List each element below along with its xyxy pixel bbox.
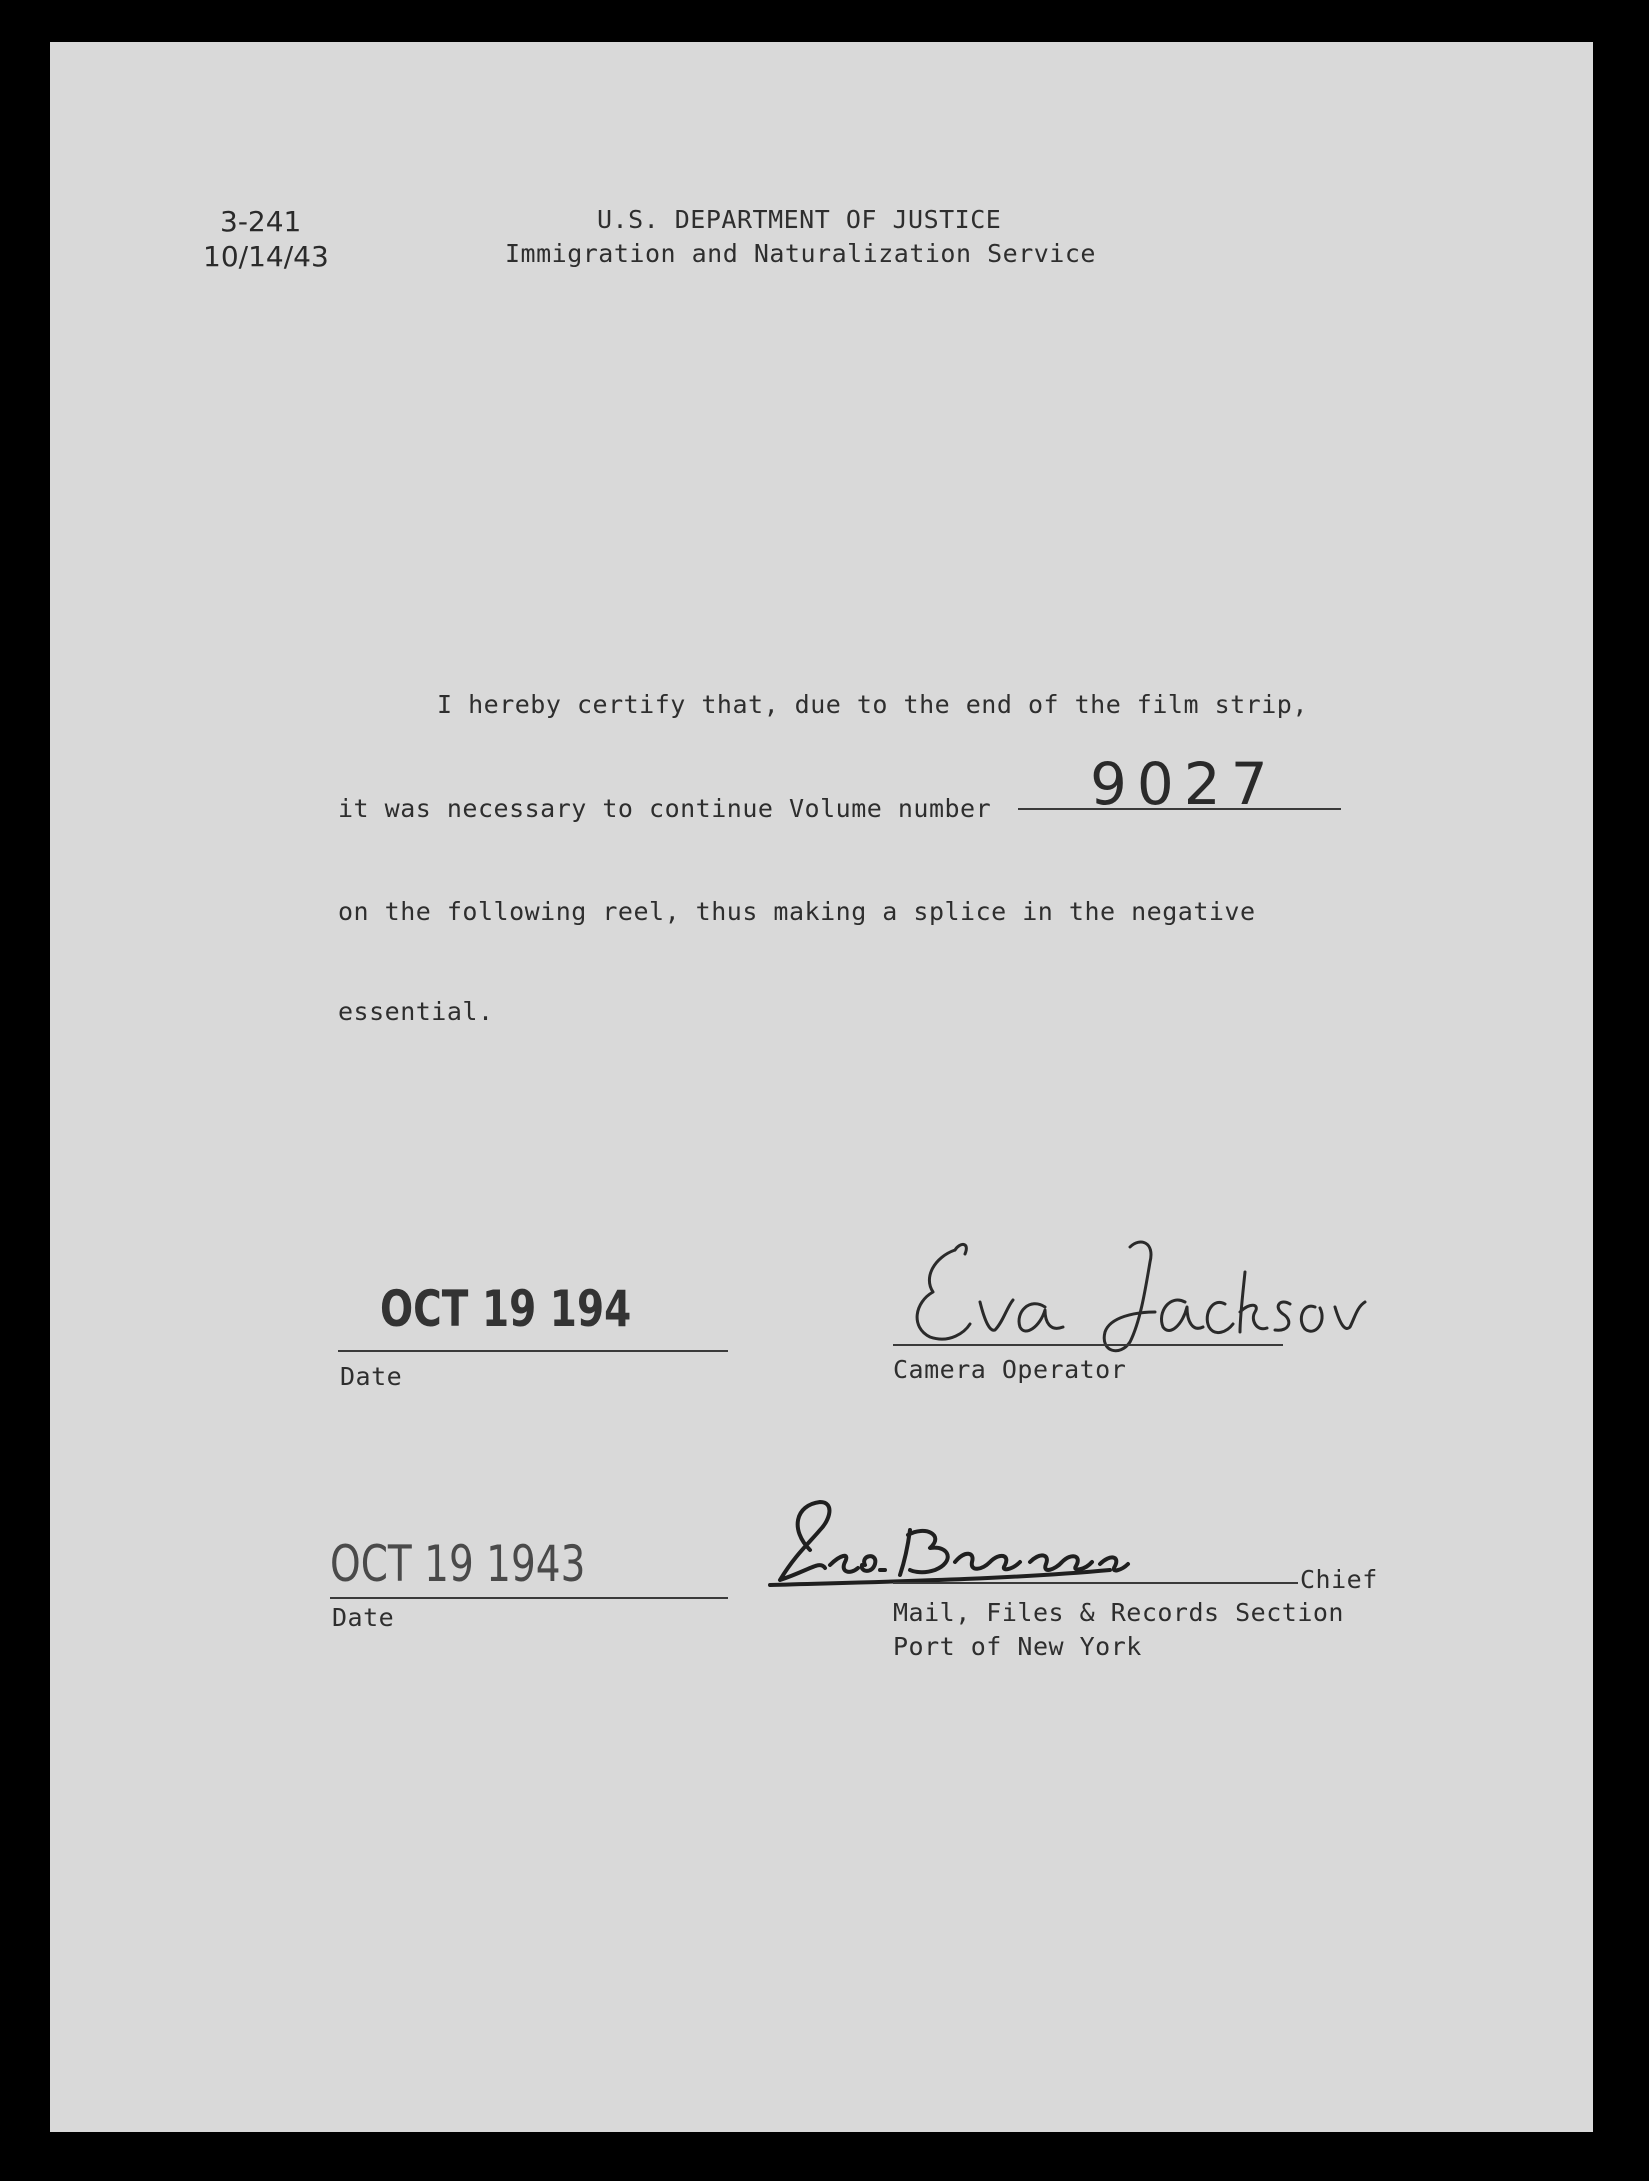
chief-date-stamp bbox=[330, 1535, 585, 1593]
chief-date-stamp-text: OCT 19 1943 bbox=[330, 1535, 586, 1593]
operator-date-stamp-text: OCT 19 194 bbox=[380, 1280, 632, 1338]
form-number: 3-241 bbox=[220, 205, 302, 238]
document-page bbox=[50, 42, 1593, 2132]
chief-signature-line bbox=[893, 1582, 1298, 1584]
operator-date-stamp bbox=[380, 1280, 631, 1338]
chief-section-label: Mail, Files & Records Section bbox=[893, 1598, 1344, 1627]
chief-date-line bbox=[330, 1597, 728, 1599]
chief-title-label: Chief bbox=[1300, 1565, 1378, 1594]
camera-operator-signature bbox=[895, 1232, 1375, 1362]
operator-date-label: Date bbox=[340, 1362, 403, 1391]
certification-line-2: it was necessary to continue Volume number bbox=[338, 794, 992, 823]
form-revision-date: 10/14/43 bbox=[203, 240, 329, 273]
certification-line-4: essential. bbox=[338, 997, 494, 1026]
camera-operator-line bbox=[893, 1344, 1283, 1346]
chief-date-label: Date bbox=[332, 1603, 395, 1632]
volume-number: 9027 bbox=[1090, 750, 1278, 818]
certification-line-1: I hereby certify that, due to the end of the film strip, bbox=[437, 690, 1308, 719]
department-heading: U.S. DEPARTMENT OF JUSTICE bbox=[597, 205, 1002, 234]
camera-operator-label: Camera Operator bbox=[893, 1355, 1127, 1384]
service-heading: Immigration and Naturalization Service bbox=[505, 239, 1096, 268]
chief-port-label: Port of New York bbox=[893, 1632, 1142, 1661]
operator-date-line bbox=[338, 1350, 728, 1352]
certification-line-3: on the following reel, thus making a splice in the negative bbox=[338, 897, 1256, 926]
